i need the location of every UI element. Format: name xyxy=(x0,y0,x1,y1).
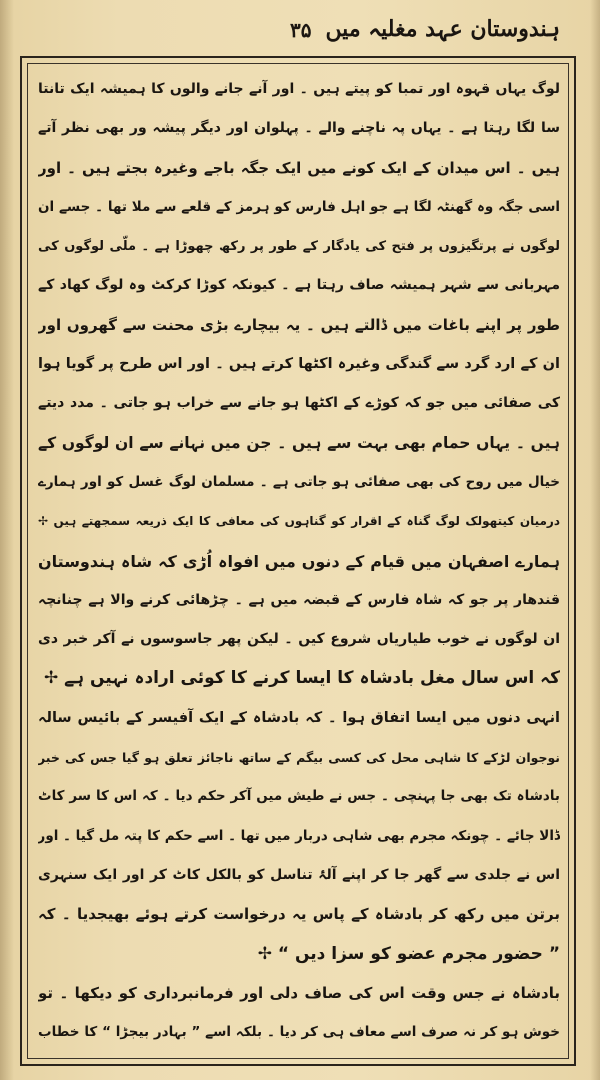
text-line: درمیان کیتھولک لوگ گناہ کے اقرار کو گناہوں کی معافی کا ایک ذریعہ سمجھتے ہیں ✢ xyxy=(38,514,560,529)
text-line: ” حضور مجرم عضو کو سزا دیں “ ✢ xyxy=(257,943,560,964)
page-edge-shadow xyxy=(590,0,600,1080)
text-line: اسی جگہ وہ گھنٹہ لگا ہے جو اہل فارس کو ہرمز کے قلعے سے ملا تھا ۔ جسے ان xyxy=(38,198,560,215)
text-line: بادشاہ نے جس وقت اس کی صاف دلی اور فرمانبرداری کو دیکھا ۔ تو xyxy=(38,983,560,1002)
text-line: سا لگا رہتا ہے ۔ یہاں پہ ناچنے والے ۔ پہلوان اور دیگر پیشہ ور بھی نظر آتے xyxy=(38,120,560,137)
page-number: ۳۵ xyxy=(290,18,312,42)
text-line: طور پر اپنے باغات میں ڈالتے ہیں ۔ یہ بیچارے بڑی محنت سے گھروں اور xyxy=(38,315,560,334)
body-text xyxy=(38,70,560,1052)
text-line: انہی دنوں میں ایسا اتفاق ہوا ۔ کہ بادشاہ کے ایک آفیسر کے بائیس سالہ xyxy=(38,709,560,726)
text-line: ان لوگوں نے خوب طیاریاں شروع کیں ۔ لیکن پھر جاسوسوں نے آکر خبر دی xyxy=(38,631,560,648)
text-line: ہیں ۔ اس میدان کے ایک کونے میں ایک جگہ باجے وغیرہ بجتے ہیں ۔ اور xyxy=(38,158,560,177)
running-header xyxy=(40,12,560,52)
text-line: کی صفائی میں جو کہ کوڑے کے اکٹھا ہو جانے سے خراب ہو جاتی ۔ مدد دیتے xyxy=(38,395,560,412)
text-line: ڈالا جائے ۔ چونکہ مجرم بھی شاہی دربار میں تھا ۔ اسے حکم کا پتہ مل گیا ۔ اور xyxy=(38,827,560,844)
text-line: مہربانی سے شہر ہمیشہ صاف رہتا ہے ۔ کیونکہ کوڑا کرکٹ وہ لوگ کھاد کے xyxy=(38,277,560,294)
binding-shadow xyxy=(0,0,14,1080)
text-line: ہمارے اصفہان میں قیام کے دنوں میں افواہ اُڑی کہ شاہ ہندوستان xyxy=(38,551,560,571)
text-line: ان کے ارد گرد سے گندگی وغیرہ اکٹھا کرتے ہیں ۔ اور اس طرح پر گویا ہوا xyxy=(38,356,560,373)
text-line: کہ اس سال مغل بادشاہ کا ایسا کرنے کا کوئی ارادہ نہیں ہے ✢ xyxy=(43,668,560,689)
running-title: ہندوستان عہد مغلیہ میں xyxy=(325,16,560,42)
text-line: بادشاہ تک بھی جا پہنچی ۔ جس نے طیش میں آکر حکم دیا ۔ کہ اس کا سر کاٹ xyxy=(38,788,560,805)
text-line: خیال میں روح کی بھی صفائی ہو جاتی ہے ۔ مسلمان لوگ غسل کو اور ہمارے xyxy=(38,473,560,490)
text-line: لوگوں نے پرتگیزوں پر فتح کی یادگار کے طور پر رکھ چھوڑا ہے ۔ ملّی لوگوں کی xyxy=(38,239,560,255)
text-line: نوجوان لڑکے کا شاہی محل کی کسی بیگم کے ساتھ ناجائز تعلق ہو گیا جس کی خبر xyxy=(38,750,560,766)
text-line: اس نے جلدی سے گھر جا کر اپنے آلۂ تناسل کو بالکل کاٹ کر اور ایک سنہری xyxy=(38,866,560,883)
text-line: لوگ یہاں قہوہ اور تمبا کو پیتے ہیں ۔ اور آنے جانے والوں کا ہمیشہ ایک تانتا xyxy=(38,81,560,97)
text-line: قندھار پر جو کہ شاہ فارس کے قبضہ میں ہے ۔ چڑھائی کرنے والا ہے چنانچہ xyxy=(38,591,560,608)
text-line: ہیں ۔ یہاں حمام بھی بہت سے ہیں ۔ جن میں نہانے سے ان لوگوں کے xyxy=(38,433,560,452)
text-line: برتن میں رکھ کر بادشاہ کے پاس یہ درخواست کرتے ہوئے بھیجدیا ۔ کہ xyxy=(38,905,560,924)
text-line: خوش ہو کر نہ صرف اسے معاف ہی کر دیا ۔ بلکہ اسے ” بہادر بیجڑا “ کا خطاب xyxy=(38,1024,560,1041)
